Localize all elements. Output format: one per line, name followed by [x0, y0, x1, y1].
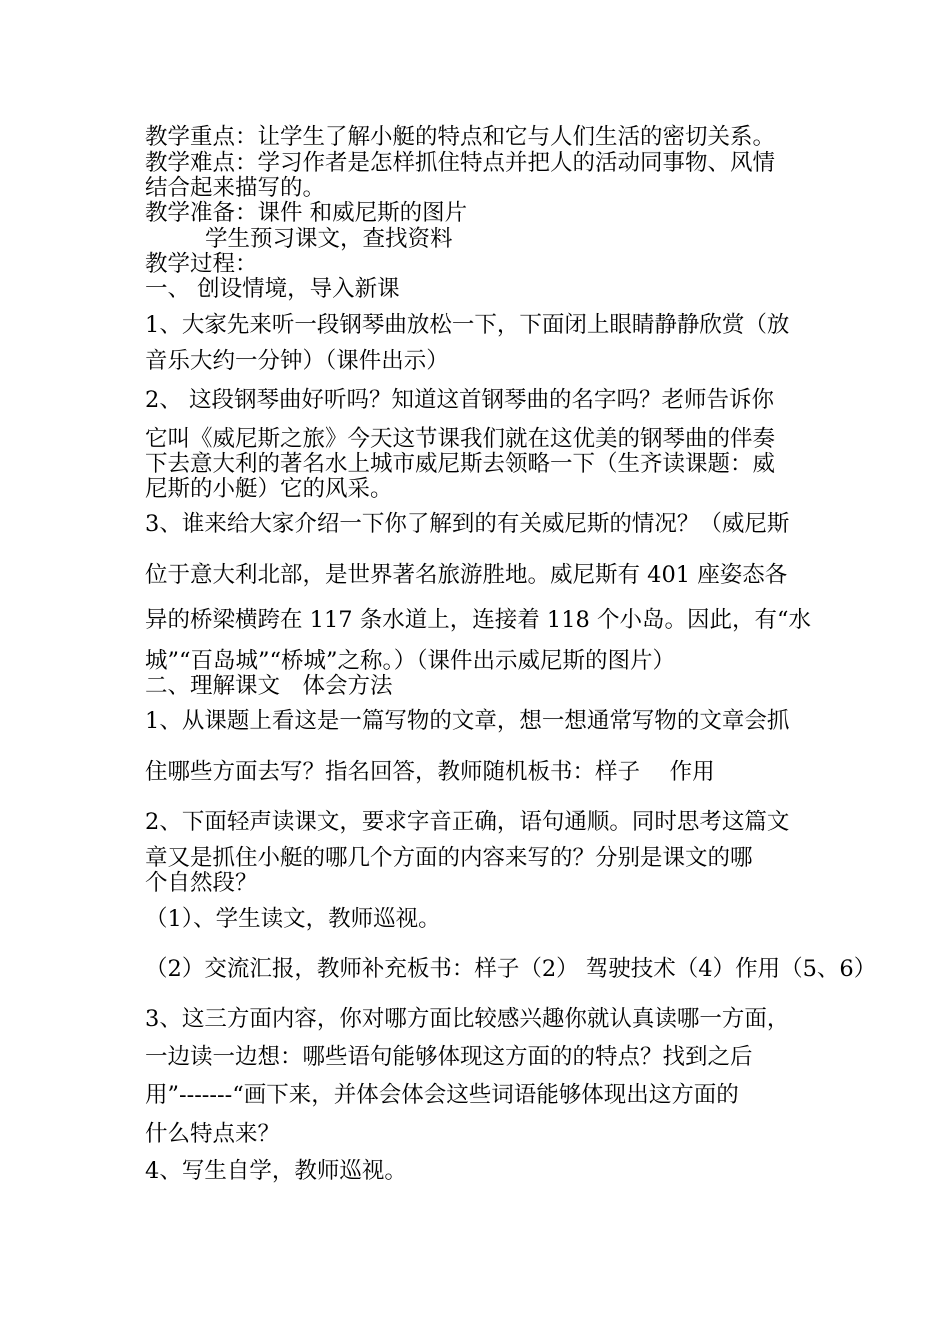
text-line: 结合起来描写的。 — [145, 175, 326, 201]
text-line: 什么特点来？ — [145, 1121, 281, 1147]
text-line: 异的桥梁横跨在 117 条水道上，连接着 118 个小岛。因此，有“水 — [145, 607, 812, 633]
text-line: 教学难点：学习作者是怎样抓住特点并把人的活动同事物、风情 — [145, 150, 776, 176]
text-line: 一边读一边想：哪些语句能够体现这方面的的特点？找到之后 — [145, 1044, 753, 1070]
text-line: 4、写生自学，教师巡视。 — [145, 1158, 407, 1184]
text-line: 1、大家先来听一段钢琴曲放松一下，下面闭上眼睛静静欣赏（放 — [145, 312, 790, 338]
text-line: 教学过程： — [145, 251, 258, 277]
text-line: （1）、学生读文，教师巡视。 — [145, 906, 441, 932]
text-line: 1、从课题上看这是一篇写物的文章，想一想通常写物的文章会抓 — [145, 708, 790, 734]
text-line: 城”“百岛城”“桥城”之称。）（课件出示威尼斯的图片） — [145, 648, 676, 674]
text-line: 章又是抓住小艇的哪几个方面的内容来写的？分别是课文的哪 — [145, 845, 753, 871]
text-line: 教学准备：课件 和威尼斯的图片 — [145, 200, 468, 226]
text-line: 住哪些方面去写？指名回答，教师随机板书：样子 作用 — [145, 759, 715, 785]
text-line: 它叫《威尼斯之旅》今天这节课我们就在这优美的钢琴曲的伴奏 — [145, 426, 776, 452]
text-line: 尼斯的小艇）它的风采。 — [145, 476, 393, 502]
text-line: 用”-------“画下来，并体会体会这些词语能够体现出这方面的 — [145, 1082, 739, 1108]
text-line: 2、 这段钢琴曲好听吗？知道这首钢琴曲的名字吗？老师告诉你 — [145, 387, 774, 413]
section-heading: 二、理解课文 体会方法 — [145, 673, 393, 699]
text-line: 一、 创设情境，导入新课 — [145, 276, 400, 302]
text-line: 教学重点：让学生了解小艇的特点和它与人们生活的密切关系。 — [145, 124, 776, 150]
text-line: 下去意大利的著名水上城市威尼斯去领略一下（生齐读课题：威 — [145, 451, 776, 477]
text-line: 2、下面轻声读课文，要求字音正确，语句通顺。同时思考这篇文 — [145, 809, 790, 835]
text-line: 个自然段？ — [145, 870, 258, 896]
text-line: 位于意大利北部，是世界著名旅游胜地。威尼斯有 401 座姿态各 — [145, 562, 788, 588]
text-line: （2）交流汇报，教师补充板书：样子（2） 驾驶技术（4）作用（5、6） — [145, 956, 877, 982]
text-line: 3、这三方面内容，你对哪方面比较感兴趣你就认真读哪一方面， — [145, 1006, 790, 1032]
text-line: 音乐大约一分钟）（课件出示） — [145, 348, 449, 374]
text-line: 学生预习课文，查找资料 — [205, 226, 453, 252]
text-line: 3、谁来给大家介绍一下你了解到的有关威尼斯的情况？（威尼斯 — [145, 511, 790, 537]
